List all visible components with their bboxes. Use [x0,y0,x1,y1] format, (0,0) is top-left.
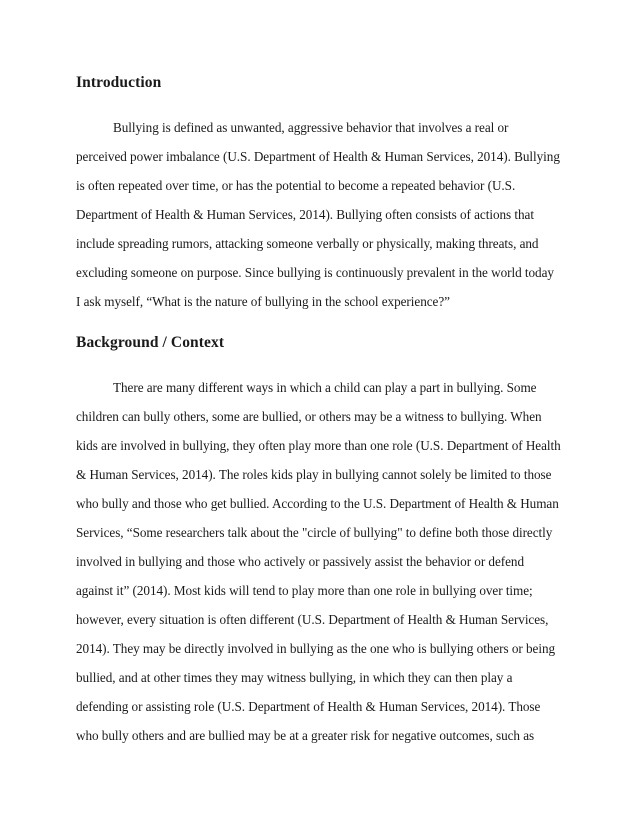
paragraph-line: kids are involved in bullying, they often play more than one role (U.S. Department of Health [76,438,561,453]
paragraph-line: I ask myself, “What is the nature of bullying in the school experience?” [76,294,450,309]
paragraph-line: There are many different ways in which a child can play a part in bullying. Some [113,380,537,395]
paragraph-line: children can bully others, some are bullied, or others may be a witness to bullying. When [76,409,542,424]
paragraph-line: who bully and those who get bullied. According to the U.S. Department of Health & Human [76,496,559,511]
paragraph-line: defending or assisting role (U.S. Department of Health & Human Services, 2014). Those [76,699,541,714]
paragraph-line: is often repeated over time, or has the potential to become a repeated behavior (U.S. [76,178,516,193]
heading-background-context: Background / Context [76,334,225,351]
paragraph-line: Bullying is defined as unwanted, aggressive behavior that involves a real or [113,120,509,135]
paragraph-line: include spreading rumors, attacking someone verbally or physically, making threats, and [76,236,539,251]
paragraph-line: who bully others and are bullied may be at a greater risk for negative outcomes, such as [76,728,535,743]
paragraph-line: Services, “Some researchers talk about the "circle of bullying" to define both those directly [76,525,553,540]
paragraph-line: 2014). They may be directly involved in bullying as the one who is bullying others or being [76,641,556,656]
paragraph-line: bullied, and at other times they may witness bullying, in which they can then play a [76,670,513,685]
paragraph-line: & Human Services, 2014). The roles kids play in bullying cannot solely be limited to those [76,467,552,482]
paragraph-line: however, every situation is often different (U.S. Department of Health & Human Services, [76,612,549,627]
paragraph-line: involved in bullying and those who actively or passively assist the behavior or defend [76,554,525,569]
paragraph-line: excluding someone on purpose. Since bullying is continuously prevalent in the world today [76,265,554,280]
paragraph-line: perceived power imbalance (U.S. Department of Health & Human Services, 2014). Bullying [76,149,560,164]
paragraph-line: Department of Health & Human Services, 2014). Bullying often consists of actions that [76,207,534,222]
paragraph-line: against it” (2014). Most kids will tend to play more than one role in bullying over time; [76,583,533,598]
heading-introduction: Introduction [76,74,162,91]
